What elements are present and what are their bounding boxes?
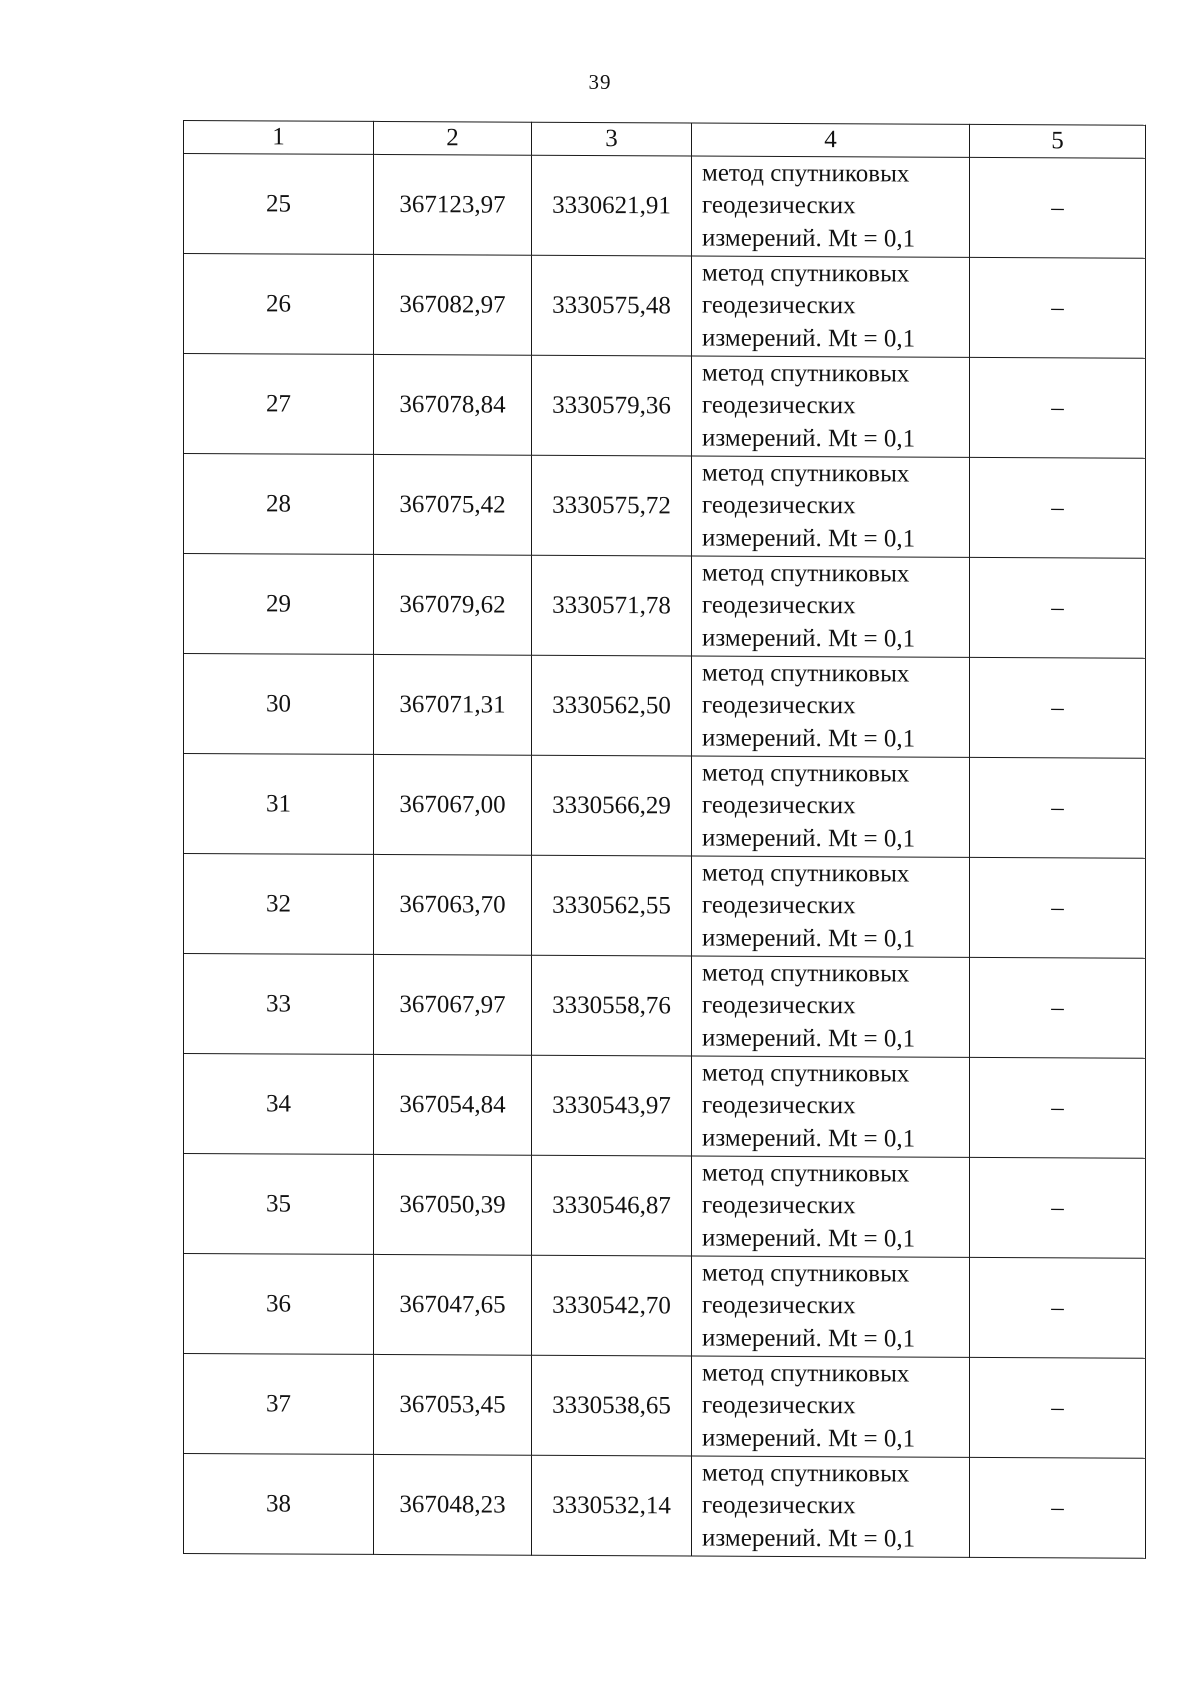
method-line-2: геодезических (702, 891, 856, 920)
method-line-3: измерений. Mt = 0,1 (702, 224, 916, 253)
table-row (184, 1454, 1146, 1559)
method-cell (692, 156, 970, 257)
description-cell: – (970, 157, 1146, 258)
coord-y: 3330621,91 (532, 155, 692, 256)
header-col-3: 3 (532, 122, 692, 156)
point-number: 34 (184, 1054, 374, 1155)
method-line-3: измерений. Mt = 0,1 (702, 624, 916, 653)
method-line-1: метод спутниковых (702, 459, 910, 488)
description-cell: – (970, 657, 1146, 758)
method-line-1: метод спутниковых (702, 259, 910, 288)
point-number: 30 (184, 654, 374, 755)
method-line-1: метод спутниковых (702, 1059, 910, 1088)
coord-y: 3330546,87 (532, 1155, 692, 1256)
coord-x: 367050,39 (374, 1154, 532, 1255)
method-line-3: измерений. Mt = 0,1 (702, 1424, 916, 1453)
coord-x: 367082,97 (374, 254, 532, 355)
method-cell (692, 1156, 970, 1257)
method-line-2: геодезических (702, 1191, 856, 1220)
coord-x: 367067,97 (374, 954, 532, 1055)
coord-y: 3330542,70 (532, 1255, 692, 1356)
method-line-2: геодезических (702, 491, 856, 520)
description-cell: – (970, 257, 1146, 358)
coord-x: 367071,31 (374, 654, 532, 755)
method-cell (692, 956, 970, 1057)
method-line-3: измерений. Mt = 0,1 (702, 324, 916, 353)
table-row (184, 154, 1146, 259)
method-line-3: измерений. Mt = 0,1 (702, 724, 916, 753)
table-row (184, 1254, 1146, 1359)
table-row (184, 954, 1146, 1059)
description-cell: – (970, 757, 1146, 858)
point-number: 36 (184, 1254, 374, 1355)
point-number: 27 (184, 354, 374, 455)
method-line-1: метод спутниковых (702, 859, 910, 888)
method-line-1: метод спутниковых (702, 1259, 910, 1288)
coord-y: 3330558,76 (532, 955, 692, 1056)
description-cell: – (970, 557, 1146, 658)
description-cell: – (970, 1457, 1146, 1558)
coord-y: 3330538,65 (532, 1355, 692, 1456)
table-row (184, 654, 1146, 759)
point-number: 25 (184, 154, 374, 255)
description-cell: – (970, 457, 1146, 558)
method-line-3: измерений. Mt = 0,1 (702, 1124, 916, 1153)
table-row (184, 354, 1146, 459)
method-line-2: геодезических (702, 1291, 856, 1320)
method-line-2: геодезических (702, 1091, 856, 1120)
coord-y: 3330562,50 (532, 655, 692, 756)
table-row (184, 554, 1146, 659)
coord-y: 3330579,36 (532, 355, 692, 456)
coord-x: 367123,97 (374, 154, 532, 255)
method-cell (692, 756, 970, 857)
method-line-1: метод спутниковых (702, 559, 910, 588)
point-number: 31 (184, 754, 374, 855)
method-line-1: метод спутниковых (702, 959, 910, 988)
coord-y: 3330543,97 (532, 1055, 692, 1156)
coord-y: 3330571,78 (532, 555, 692, 656)
method-cell (692, 1356, 970, 1457)
method-line-2: геодезических (702, 391, 856, 420)
coord-x: 367075,42 (374, 454, 532, 555)
description-cell: – (970, 1157, 1146, 1258)
description-cell: – (970, 957, 1146, 1058)
table-header (184, 121, 1146, 159)
method-cell (692, 856, 970, 957)
point-number: 29 (184, 554, 374, 655)
point-number: 35 (184, 1154, 374, 1255)
method-line-2: геодезических (702, 1391, 856, 1420)
method-line-3: измерений. Mt = 0,1 (702, 1224, 916, 1253)
method-line-3: измерений. Mt = 0,1 (702, 924, 916, 953)
method-line-3: измерений. Mt = 0,1 (702, 1324, 916, 1353)
method-line-2: геодезических (702, 991, 856, 1020)
point-number: 33 (184, 954, 374, 1055)
method-cell (692, 256, 970, 357)
header-col-5: 5 (970, 124, 1146, 158)
coord-y: 3330575,48 (532, 255, 692, 356)
method-line-3: измерений. Mt = 0,1 (702, 1024, 916, 1053)
coord-y: 3330566,29 (532, 755, 692, 856)
method-line-1: метод спутниковых (702, 659, 910, 688)
coordinates-table (183, 120, 1146, 1559)
method-line-1: метод спутниковых (702, 359, 910, 388)
method-line-1: метод спутниковых (702, 159, 910, 188)
method-line-3: измерений. Mt = 0,1 (702, 424, 916, 453)
point-number: 32 (184, 854, 374, 955)
coord-x: 367063,70 (374, 854, 532, 955)
header-col-1: 1 (184, 121, 374, 155)
method-cell (692, 656, 970, 757)
method-line-3: измерений. Mt = 0,1 (702, 824, 916, 853)
method-line-1: метод спутниковых (702, 1159, 910, 1188)
point-number: 28 (184, 454, 374, 555)
page-number: 39 (588, 70, 612, 94)
coord-x: 367048,23 (374, 1454, 532, 1555)
description-cell: – (970, 1057, 1146, 1158)
point-number: 26 (184, 254, 374, 355)
coord-y: 3330575,72 (532, 455, 692, 556)
method-line-3: измерений. Mt = 0,1 (702, 524, 916, 553)
method-cell (692, 1456, 970, 1557)
method-cell (692, 456, 970, 557)
method-line-1: метод спутниковых (702, 1459, 910, 1488)
table-row (184, 754, 1146, 859)
table-row (184, 1154, 1146, 1259)
description-cell: – (970, 1257, 1146, 1358)
method-cell (692, 1056, 970, 1157)
table-row (184, 454, 1146, 559)
point-number: 37 (184, 1354, 374, 1455)
coord-x: 367047,65 (374, 1254, 532, 1355)
method-cell (692, 356, 970, 457)
description-cell: – (970, 357, 1146, 458)
table-body (184, 154, 1146, 1559)
coord-y: 3330532,14 (532, 1455, 692, 1556)
coord-x: 367079,62 (374, 554, 532, 655)
method-line-2: геодезических (702, 691, 856, 720)
coord-x: 367053,45 (374, 1354, 532, 1455)
method-line-1: метод спутниковых (702, 1359, 910, 1388)
method-line-2: геодезических (702, 791, 856, 820)
coord-x: 367067,00 (374, 754, 532, 855)
coord-x: 367054,84 (374, 1054, 532, 1155)
method-line-2: геодезических (702, 291, 856, 320)
method-cell (692, 1256, 970, 1357)
header-col-2: 2 (374, 121, 532, 155)
method-line-1: метод спутниковых (702, 759, 910, 788)
method-line-3: измерений. Mt = 0,1 (702, 1524, 916, 1553)
coord-y: 3330562,55 (532, 855, 692, 956)
method-line-2: геодезических (702, 591, 856, 620)
coord-x: 367078,84 (374, 354, 532, 455)
table-row (184, 254, 1146, 359)
point-number: 38 (184, 1454, 374, 1555)
header-col-4: 4 (692, 123, 970, 157)
method-line-2: геодезических (702, 1491, 856, 1520)
table-row (184, 1354, 1146, 1459)
method-cell (692, 556, 970, 657)
table-row (184, 854, 1146, 959)
header-row (184, 121, 1146, 159)
description-cell: – (970, 1357, 1146, 1458)
table-row (184, 1054, 1146, 1159)
method-line-2: геодезических (702, 191, 856, 220)
description-cell: – (970, 857, 1146, 958)
